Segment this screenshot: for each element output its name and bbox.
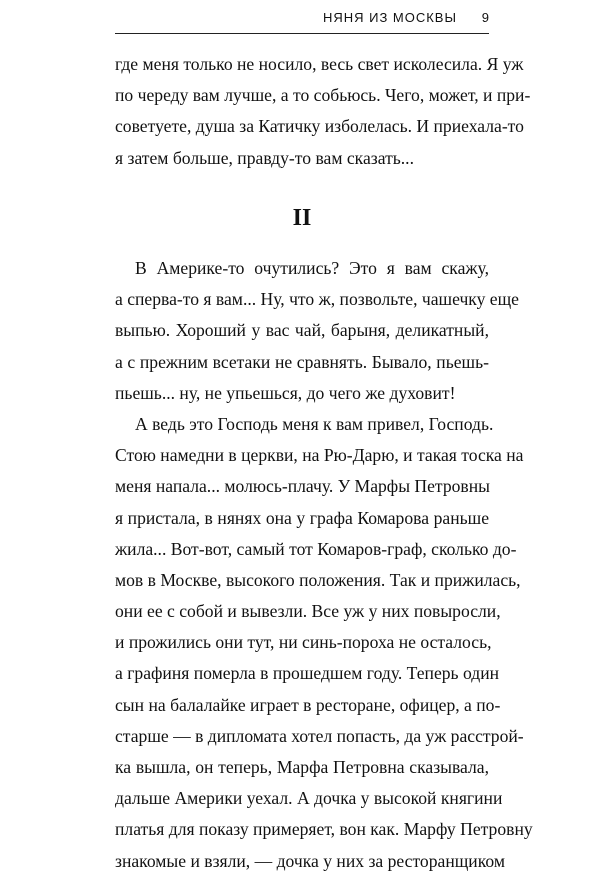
text-line: по череду вам лучше, а то собьюсь. Чего, может, и при- xyxy=(115,85,531,106)
text-line: мов в Москве, высокого положения. Так и прижилась, xyxy=(115,569,521,590)
text-line: А ведь это Господь меня к вам привел, Господь. xyxy=(135,413,494,434)
text-line: а сперва-то я вам... Ну, что ж, позвольте, чашечку еще xyxy=(115,289,519,310)
running-header-title: НЯНЯ ИЗ МОСКВЫ xyxy=(322,10,457,25)
text-line: а с прежним всетаки не сравнять. Бывало, пьешь- xyxy=(115,351,489,372)
running-header xyxy=(115,8,489,36)
text-line: пьешь... ну, не упьешься, до чего же духовит! xyxy=(115,382,456,403)
text-line: где меня только не носило, весь свет исколесила. Я уж xyxy=(115,54,524,74)
text-line: В Америке-то очутились? Это я вам скажу, xyxy=(135,258,489,278)
text-line: а графиня померла в прошедшем году. Теперь один xyxy=(115,663,500,684)
text-line: они ее с собой и вывезли. Все уж у них повыросли, xyxy=(115,601,501,622)
text-line: я затем больше, правду-то вам сказать... xyxy=(115,147,414,168)
text-line: старше — в дипломата хотел попасть, да уж расстрой- xyxy=(115,725,524,746)
text-line: Стою намедни в церкви, на Рю-Дарю, и такая тоска на xyxy=(115,445,524,466)
text-line: меня напала... молюсь-плачу. У Марфы Петровны xyxy=(115,476,490,497)
text-line: и прожились они тут, ни синь-пороха не осталось, xyxy=(115,632,492,653)
header-rule xyxy=(115,33,489,34)
text-line: знакомые и взяли, — дочка у них за ресторанщиком xyxy=(115,850,505,871)
text-line: советуете, душа за Катичку изболелась. И приехала-то xyxy=(115,116,524,137)
chapter-heading: II xyxy=(292,205,312,231)
text-line: сын на балалайке играет в ресторане, офицер, а по- xyxy=(115,694,501,715)
text-line: выпью. Хороший у вас чай, барыня, деликатный, xyxy=(115,320,489,341)
paragraph-continuation xyxy=(115,49,531,174)
text-line: дальше Америки уехал. А дочка у высокой княгини xyxy=(115,788,503,809)
text-line: я пристала, в нянях она у графа Комарова раньше xyxy=(115,507,489,528)
text-line: ка вышла, он теперь, Марфа Петровна сказывала, xyxy=(115,757,489,777)
text-line: платья для показу примеряет, вон как. Марфу Петровну xyxy=(115,819,533,840)
chapter-body xyxy=(115,253,533,877)
page-number: 9 xyxy=(481,10,489,25)
text-line: жила... Вот-вот, самый тот Комаров-граф, сколько до- xyxy=(115,538,517,559)
